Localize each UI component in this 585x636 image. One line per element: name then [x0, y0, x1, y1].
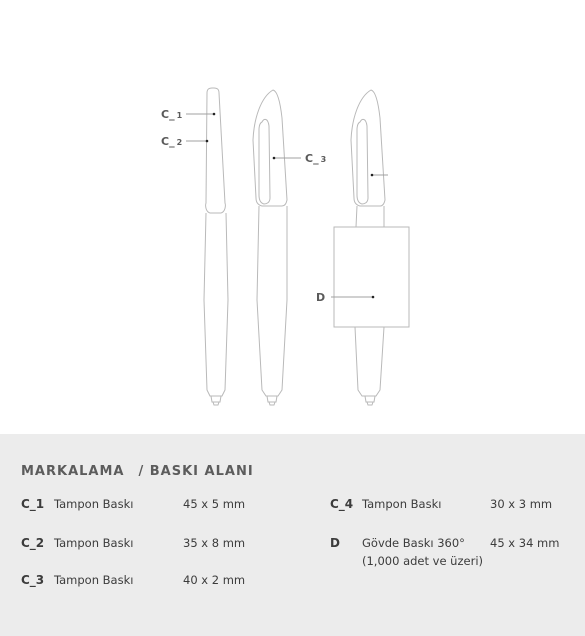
d-marker-dot [372, 296, 375, 299]
c1-callout-label: C_ 1 [161, 108, 183, 121]
spec-code: C_2 [21, 536, 45, 550]
c3-marker-dot [273, 157, 276, 160]
panel-title [21, 464, 254, 479]
spec-method: Tampon Baskı [54, 497, 134, 511]
c2-marker-dot [206, 140, 209, 143]
c3-callout-label: C_ 3 [305, 152, 327, 165]
c1-marker-dot [213, 113, 216, 116]
spec-code: D [330, 536, 340, 550]
d-callout-label: D [316, 291, 326, 304]
spec-row [21, 536, 281, 552]
print-specs-panel [0, 434, 585, 636]
pen-body-print-view [351, 90, 385, 405]
spec-method: Tampon Baskı [54, 573, 134, 587]
spec-method: Gövde Baskı 360° [362, 536, 465, 550]
spec-size: 45 x 34 mm [490, 536, 560, 550]
pen-front-view [204, 88, 228, 405]
spec-method: Tampon Baskı [362, 497, 442, 511]
panel-title-print-area: / BASKI ALANI [138, 464, 254, 479]
spec-size: 40 x 2 mm [183, 573, 246, 587]
spec-row [21, 497, 281, 513]
spec-code: C_4 [330, 497, 354, 511]
spec-size: 30 x 3 mm [490, 497, 553, 511]
c4-marker-dot [371, 174, 374, 177]
spec-code: C_1 [21, 497, 45, 511]
panel-title-branding: MARKALAMA [21, 464, 125, 479]
spec-code: C_3 [21, 573, 45, 587]
body-print-area-box [334, 227, 409, 327]
spec-row [330, 536, 580, 572]
spec-size: 35 x 8 mm [183, 536, 246, 550]
spec-row [330, 497, 580, 513]
spec-row [21, 573, 281, 589]
pen-side-view [253, 90, 287, 405]
spec-method-note: (1,000 adet ve üzeri) [362, 554, 483, 568]
spec-size: 45 x 5 mm [183, 497, 246, 511]
spec-method: Tampon Baskı [54, 536, 134, 550]
c2-callout-label: C_ 2 [161, 135, 183, 148]
